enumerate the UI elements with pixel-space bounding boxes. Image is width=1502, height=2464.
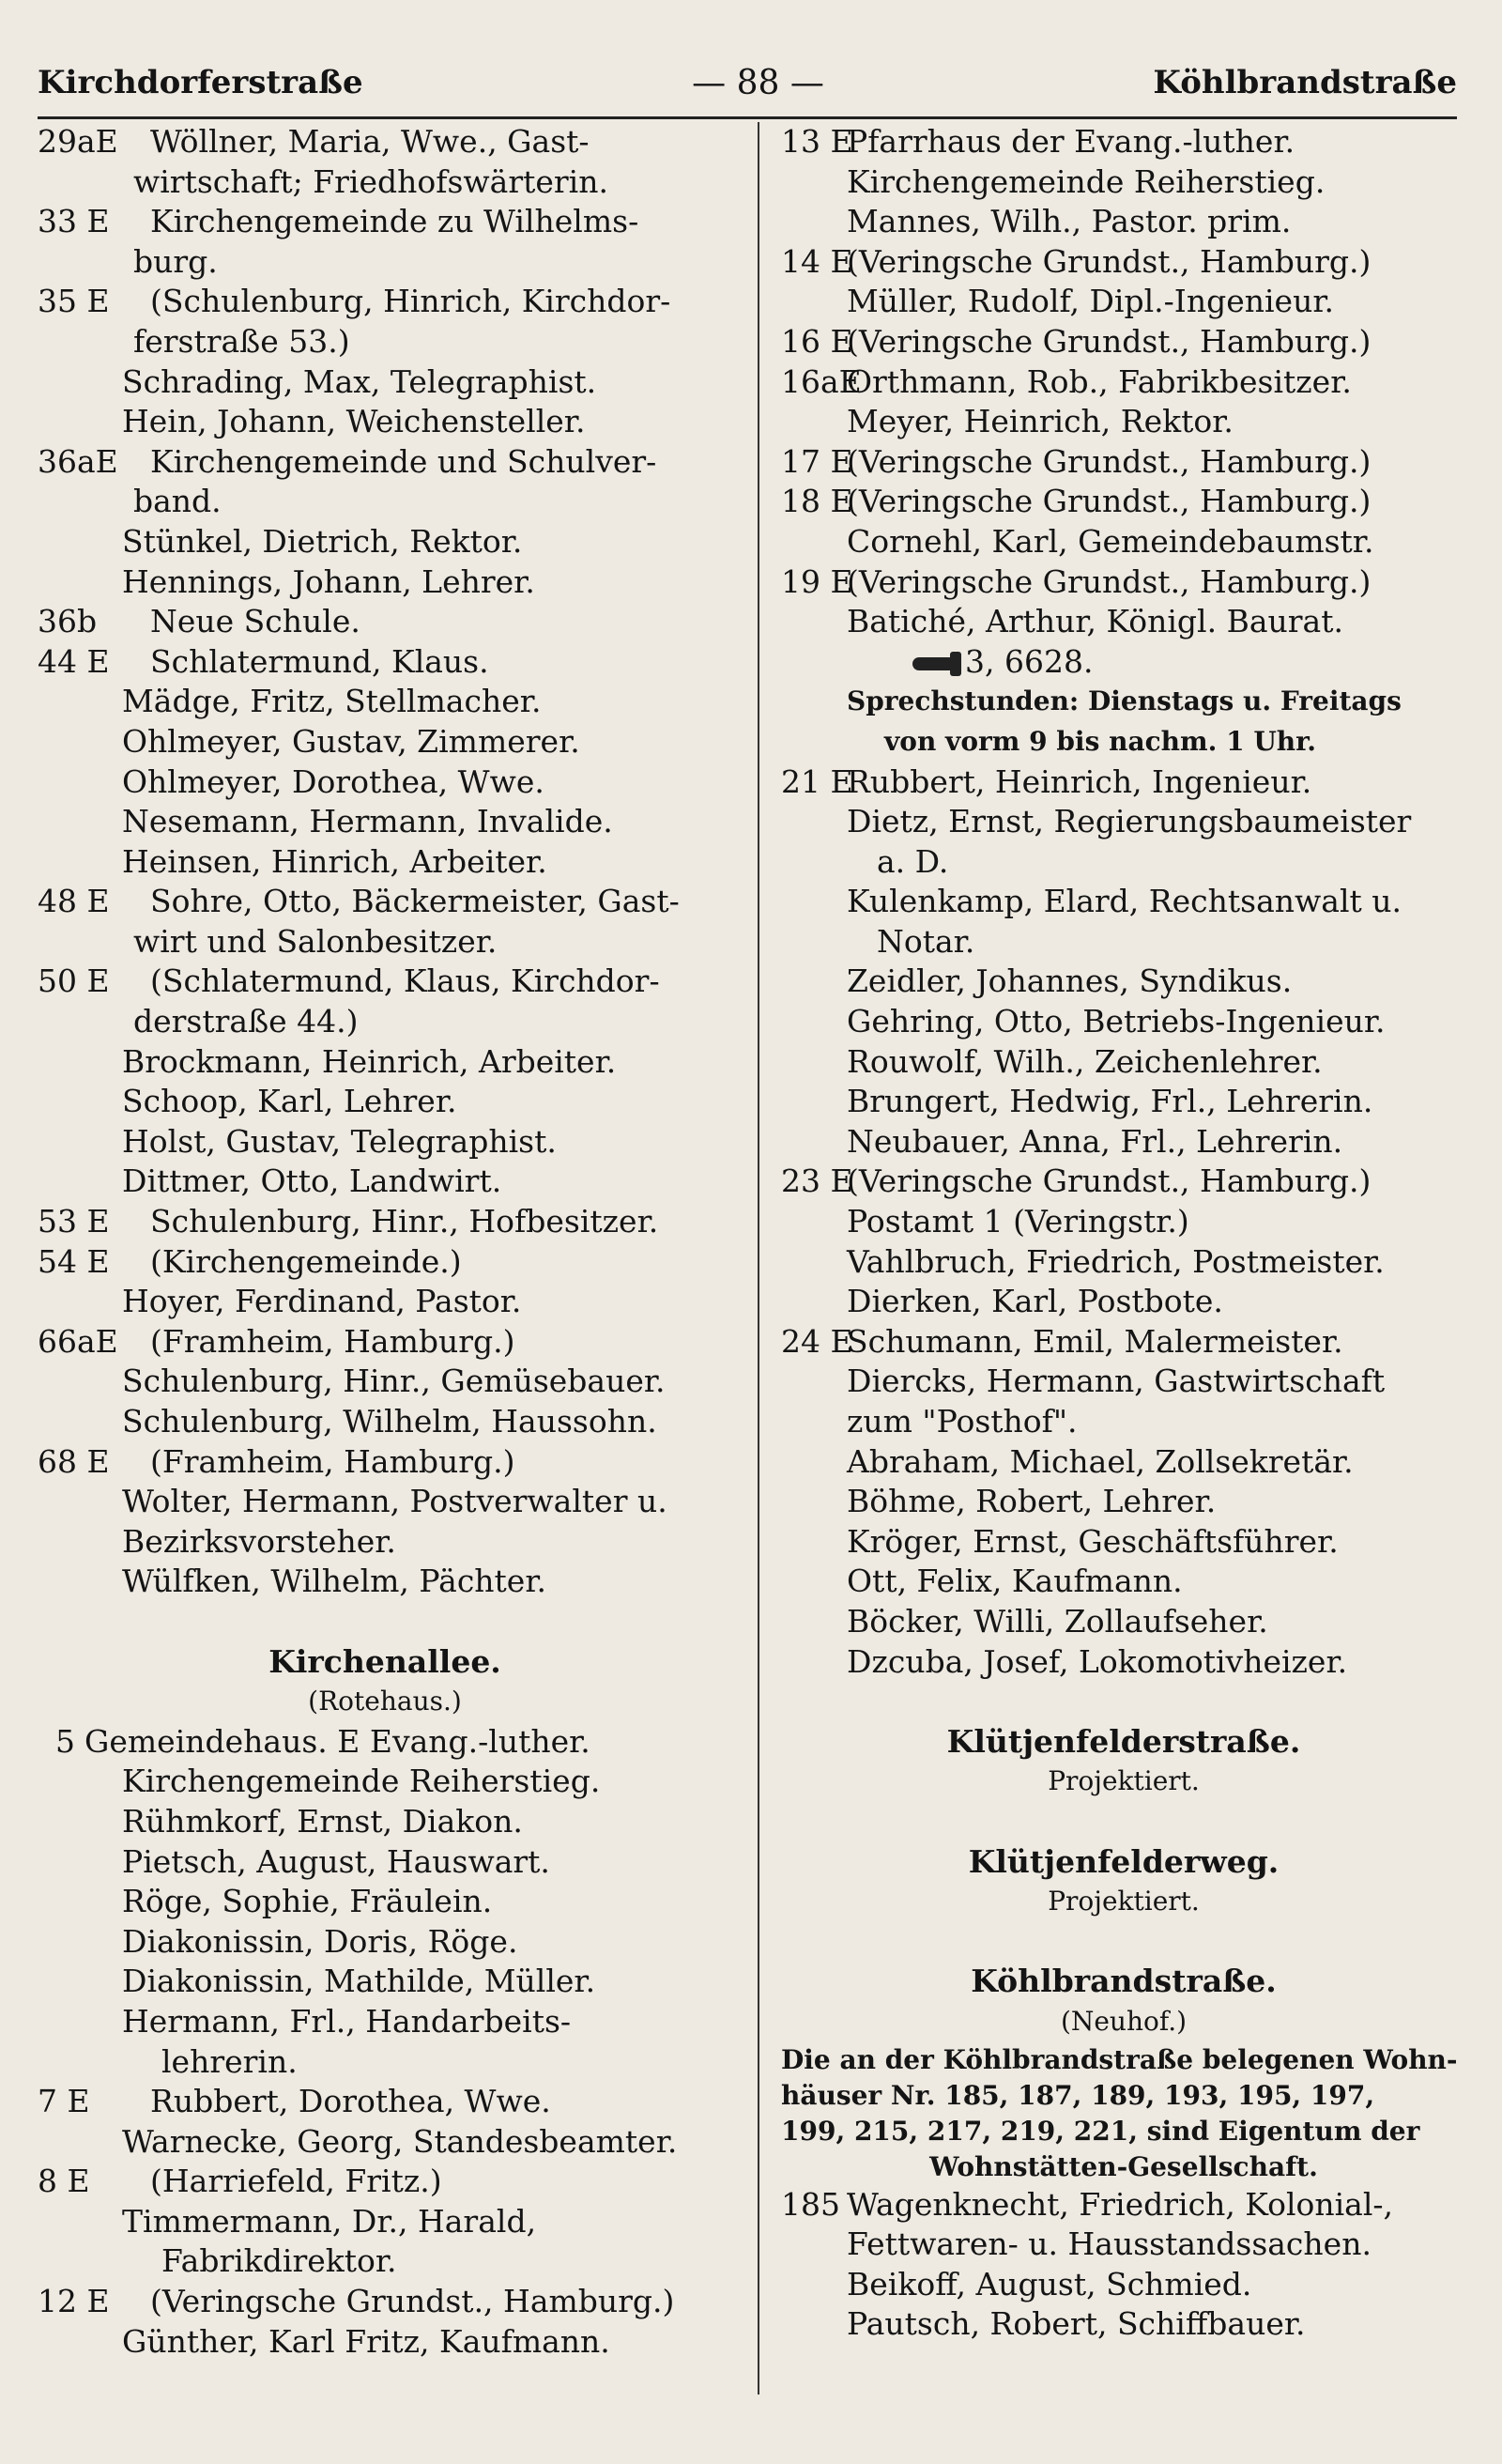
street-heading [781, 1722, 1466, 1763]
resident-line [38, 1802, 732, 1842]
entry-continuation [38, 162, 732, 203]
resident-line [38, 682, 732, 722]
house-number: 8 E [38, 2163, 90, 2200]
resident-text: Wolter, Hermann, Postverwalter u. [122, 1483, 667, 1520]
resident-line [38, 2322, 732, 2363]
entry-text: (Veringsche Grundst., Hamburg.) [847, 483, 1372, 520]
ownership-notice [781, 2042, 1466, 2078]
resident-line [781, 522, 1466, 562]
resident-line [38, 842, 732, 883]
entry-continuation [781, 922, 1466, 962]
continuation-text: band. [133, 483, 222, 520]
office-hours-text: Sprechstunden: Dienstags u. Freitags [847, 685, 1402, 717]
house-number: 36aE [38, 442, 118, 480]
resident-line [781, 282, 1466, 322]
resident-text: Kröger, Ernst, Geschäftsführer. [847, 1522, 1339, 1560]
resident-line [781, 802, 1466, 842]
resident-text: Stünkel, Dietrich, Rektor. [122, 522, 523, 560]
house-number: 7 E [38, 2083, 90, 2120]
street-note: (Neuhof.) [1060, 2005, 1188, 2037]
directory-entry [781, 1162, 1466, 1202]
resident-line [781, 202, 1466, 242]
resident-text: Dzcuba, Josef, Lokomotivheizer. [847, 1642, 1348, 1680]
phone-number: 3, 6628. [965, 642, 1094, 680]
resident-line [781, 962, 1466, 1002]
continuation-text: Fettwaren- u. Hausstandssachen. [847, 2225, 1372, 2263]
street-subheading [38, 1682, 732, 1722]
directory-entry [781, 322, 1466, 362]
street-note: Projektiert. [1048, 1886, 1200, 1917]
house-number: 21 E [781, 762, 853, 800]
resident-line [781, 1442, 1466, 1483]
directory-entry [38, 1442, 732, 1483]
entry-continuation [781, 842, 1466, 883]
entry-continuation [38, 242, 732, 283]
directory-entry [781, 242, 1466, 283]
resident-line [781, 1522, 1466, 1563]
continuation-text: lehrerin. [161, 2042, 298, 2080]
resident-text: Postamt 1 (Veringstr.) [847, 1203, 1189, 1240]
resident-text: Timmermann, Dr., Harald, [122, 2202, 537, 2240]
directory-entry [781, 442, 1466, 483]
directory-entry [38, 282, 732, 322]
entry-text: Schlatermund, Klaus. [150, 642, 489, 680]
entry-text: (Veringsche Grundst., Hamburg.) [150, 2283, 675, 2320]
entry-text: Schumann, Emil, Malermeister. [847, 1322, 1343, 1360]
resident-text: Holst, Gustav, Telegraphist. [122, 1122, 557, 1160]
directory-entry [781, 122, 1466, 162]
entry-continuation [38, 482, 732, 522]
directory-entry [781, 562, 1466, 603]
entry-text: (Schlatermund, Klaus, Kirchdor- [150, 962, 660, 1000]
resident-line [38, 1402, 732, 1442]
house-number: 23 E [781, 1163, 853, 1200]
resident-text: Neubauer, Anna, Frl., Lehrerin. [847, 1122, 1343, 1160]
resident-text: Hoyer, Ferdinand, Pastor. [122, 1283, 522, 1320]
resident-text: Röge, Sophie, Fräulein. [122, 1883, 493, 1920]
house-number: 16 E [781, 322, 853, 360]
resident-line [781, 1602, 1466, 1642]
resident-text: Mannes, Wilh., Pastor. prim. [847, 203, 1292, 240]
entry-continuation [781, 162, 1466, 203]
directory-entry [38, 1322, 732, 1363]
resident-text: Ohlmeyer, Gustav, Zimmerer. [122, 722, 580, 760]
entry-text: (Framheim, Hamburg.) [150, 1322, 515, 1360]
resident-line [38, 1882, 732, 1922]
street-name: Klütjenfelderstraße. [946, 1722, 1301, 1760]
notice-text: 199, 215, 217, 219, 221, sind Eigentum der [781, 2115, 1420, 2147]
resident-line [38, 1482, 732, 1522]
resident-text: Günther, Karl Fritz, Kaufmann. [122, 2322, 610, 2360]
directory-entry [38, 1722, 732, 1763]
resident-text: Wülfken, Wilhelm, Pächter. [122, 1563, 546, 1600]
resident-text: Brockmann, Heinrich, Arbeiter. [122, 1042, 617, 1080]
entry-text: Orthmann, Rob., Fabrikbesitzer. [847, 362, 1352, 400]
left-column [38, 122, 732, 2362]
continuation-text: wirt und Salonbesitzer. [133, 922, 498, 960]
resident-text: Diakonissin, Doris, Röge. [122, 1922, 518, 1960]
resident-line [781, 1562, 1466, 1602]
resident-line [38, 402, 732, 442]
resident-line [38, 1282, 732, 1322]
house-number: 35 E [38, 283, 110, 320]
office-hours [781, 682, 1466, 722]
notice-text: Die an der Köhlbrandstraße belegenen Wohn- [781, 2043, 1458, 2075]
resident-text: Müller, Rudolf, Dipl.-Ingenieur. [847, 283, 1334, 320]
continuation-text: Fabrikdirektor. [161, 2242, 397, 2280]
header-right-street: Köhlbrandstraße [1153, 64, 1457, 101]
house-number: 5 [55, 1722, 75, 1760]
resident-text: Abraham, Michael, Zollsekretär. [847, 1442, 1354, 1480]
house-number: 17 E [781, 442, 853, 480]
directory-entry [38, 882, 732, 922]
resident-line [38, 1562, 732, 1602]
continuation-text: ferstraße 53.) [133, 322, 350, 360]
spacer [781, 1802, 1466, 1842]
house-number: 185 [781, 2185, 840, 2223]
resident-text: Zeidler, Johannes, Syndikus. [847, 962, 1293, 1000]
street-name: Kirchenallee. [268, 1642, 501, 1680]
street-subheading [781, 1882, 1466, 1922]
resident-line [38, 1362, 732, 1402]
resident-line [38, 1522, 732, 1563]
resident-text: Pautsch, Robert, Schiffbauer. [847, 2305, 1306, 2343]
resident-text: Rühmkorf, Ernst, Diakon. [122, 1802, 523, 1840]
entry-continuation [38, 1002, 732, 1042]
entry-continuation [38, 322, 732, 362]
header-left-street: Kirchdorferstraße [38, 64, 363, 101]
resident-text: Dittmer, Otto, Landwirt. [122, 1163, 502, 1200]
entry-continuation [38, 922, 732, 962]
resident-text: Bezirksvorsteher. [122, 1522, 396, 1560]
entry-text: Pfarrhaus der Evang.-luther. [847, 123, 1295, 160]
resident-text: zum "Posthof". [847, 1403, 1078, 1440]
resident-line [781, 882, 1466, 922]
entry-text: (Veringsche Grundst., Hamburg.) [847, 562, 1372, 600]
street-name: Köhlbrandstraße. [971, 1963, 1277, 2000]
street-note: (Rotehaus.) [308, 1686, 462, 1717]
house-number: 54 E [38, 1242, 110, 1280]
directory-entry [38, 2282, 732, 2322]
entry-text: (Schulenburg, Hinrich, Kirchdor- [150, 283, 671, 320]
resident-text: Pietsch, August, Hauswart. [122, 1842, 550, 1880]
resident-text: Mädge, Fritz, Stellmacher. [122, 683, 542, 720]
house-number: 14 E [781, 242, 853, 280]
resident-line [38, 1962, 732, 2002]
resident-text: Beikoff, August, Schmied. [847, 2265, 1252, 2302]
street-name: Klütjenfelderweg. [968, 1842, 1280, 1880]
resident-line [38, 522, 732, 562]
resident-text: Schulenburg, Wilhelm, Haussohn. [122, 1403, 657, 1440]
entry-text: Schulenburg, Hinr., Hofbesitzer. [150, 1203, 659, 1240]
entry-text: (Framheim, Hamburg.) [150, 1442, 515, 1480]
resident-text: Rouwolf, Wilh., Zeichenlehrer. [847, 1042, 1323, 1080]
entry-text: (Kirchengemeinde.) [150, 1242, 462, 1280]
right-column [781, 122, 1466, 2345]
resident-text: Dierken, Karl, Postbote. [847, 1283, 1223, 1320]
resident-text: Ohlmeyer, Dorothea, Wwe. [122, 762, 544, 800]
resident-line [781, 1642, 1466, 1683]
resident-line [38, 1842, 732, 1883]
resident-text: Dietz, Ernst, Regierungsbaumeister [847, 803, 1412, 840]
entry-text: Rubbert, Dorothea, Wwe. [150, 2083, 551, 2120]
resident-line [781, 1242, 1466, 1283]
directory-entry [781, 2185, 1466, 2225]
house-number: 16aE [781, 362, 862, 400]
house-number: 24 E [781, 1322, 853, 1360]
house-number: 68 E [38, 1442, 110, 1480]
resident-line [38, 1122, 732, 1163]
resident-line [38, 762, 732, 803]
resident-text: Ott, Felix, Kaufmann. [847, 1563, 1183, 1600]
resident-line [781, 1082, 1466, 1122]
entry-text: (Veringsche Grundst., Hamburg.) [847, 322, 1372, 360]
resident-line [38, 1042, 732, 1083]
resident-line [38, 2202, 732, 2242]
resident-line [781, 402, 1466, 442]
house-number: 13 E [781, 123, 853, 160]
entry-text: Gemeindehaus. E Evang.-luther. [84, 1722, 590, 1760]
resident-line [38, 722, 732, 762]
resident-line [38, 802, 732, 842]
continuation-text: burg. [133, 242, 218, 280]
continuation-text: wirtschaft; Friedhofswärterin. [133, 162, 608, 200]
continuation-text: Notar. [877, 922, 975, 960]
directory-entry [781, 1322, 1466, 1363]
entry-text: Kirchengemeinde zu Wilhelms- [150, 203, 639, 240]
resident-text: Diercks, Hermann, Gastwirtschaft [847, 1363, 1386, 1400]
resident-text: Gehring, Otto, Betriebs-Ingenieur. [847, 1003, 1386, 1040]
directory-entry [781, 482, 1466, 522]
spacer [781, 1922, 1466, 1963]
continuation-text: derstraße 44.) [133, 1003, 359, 1040]
notice-text: häuser Nr. 185, 187, 189, 193, 195, 197, [781, 2079, 1375, 2111]
house-number: 33 E [38, 203, 110, 240]
resident-text: Kulenkamp, Elard, Rechtsanwalt u. [847, 883, 1402, 920]
resident-line [38, 1922, 732, 1963]
resident-line [781, 1202, 1466, 1242]
spacer [781, 1682, 1466, 1722]
resident-line [781, 602, 1466, 642]
street-subheading [781, 1762, 1466, 1802]
directory-entry [38, 202, 732, 242]
resident-text: Böcker, Willi, Zollaufseher. [847, 1602, 1268, 1640]
house-number: 36b [38, 603, 98, 640]
directory-entry [781, 362, 1466, 403]
ownership-notice [781, 2149, 1466, 2185]
resident-text: Schoop, Karl, Lehrer. [122, 1083, 457, 1120]
resident-line [781, 1122, 1466, 1163]
resident-line [781, 1362, 1466, 1402]
column-divider [758, 122, 759, 2395]
entry-text: Wöllner, Maria, Wwe., Gast- [150, 123, 590, 160]
directory-entry [38, 1202, 732, 1242]
resident-text: Diakonissin, Mathilde, Müller. [122, 1963, 596, 2000]
resident-line [781, 1042, 1466, 1083]
entry-text: Kirchengemeinde und Schulver- [150, 442, 657, 480]
entry-text: Neue Schule. [150, 603, 360, 640]
house-number: 29aE [38, 123, 118, 160]
house-number: 48 E [38, 883, 110, 920]
directory-entry [38, 962, 732, 1002]
resident-line [781, 1402, 1466, 1442]
entry-text: (Veringsche Grundst., Hamburg.) [847, 242, 1372, 280]
resident-line [781, 1002, 1466, 1042]
ownership-notice [781, 2114, 1466, 2149]
resident-line [781, 1282, 1466, 1322]
resident-line [38, 1762, 732, 1802]
resident-text: Meyer, Heinrich, Rektor. [847, 403, 1234, 440]
continuation-text: Kirchengemeinde Reiherstieg. [847, 162, 1326, 200]
notice-text: Wohnstätten-Gesellschaft. [929, 2150, 1318, 2182]
telephone-icon [912, 657, 956, 670]
directory-entry [38, 442, 732, 483]
entry-text: Wagenknecht, Friedrich, Kolonial-, [847, 2185, 1394, 2223]
resident-text: Hermann, Frl., Handarbeits- [122, 2002, 572, 2040]
resident-text: Kirchengemeinde Reiherstieg. [122, 1763, 601, 1800]
house-number: 18 E [781, 483, 853, 520]
house-number: 12 E [38, 2283, 110, 2320]
entry-continuation [38, 2042, 732, 2083]
street-subheading [781, 2002, 1466, 2042]
entry-text: (Veringsche Grundst., Hamburg.) [847, 1163, 1372, 1200]
header-rule [38, 116, 1457, 119]
entry-text: (Harriefeld, Fritz.) [150, 2163, 442, 2200]
house-number: 53 E [38, 1203, 110, 1240]
continuation-text: a. D. [877, 842, 949, 880]
entry-text: Sohre, Otto, Bäckermeister, Gast- [150, 883, 680, 920]
resident-line [38, 1162, 732, 1202]
resident-text: Schulenburg, Hinr., Gemüsebauer. [122, 1363, 666, 1400]
street-note: Projektiert. [1048, 1765, 1200, 1797]
directory-entry [38, 642, 732, 683]
resident-text: Vahlbruch, Friedrich, Postmeister. [847, 1242, 1385, 1280]
office-hours [781, 722, 1466, 762]
house-number: 66aE [38, 1322, 118, 1360]
house-number: 19 E [781, 562, 853, 600]
resident-text: Böhme, Robert, Lehrer. [847, 1483, 1217, 1520]
entry-continuation [781, 2225, 1466, 2265]
phone-line [781, 642, 1466, 683]
entry-continuation [38, 2241, 732, 2282]
house-number: 44 E [38, 642, 110, 680]
resident-text: Hennings, Johann, Lehrer. [122, 562, 535, 600]
resident-text: Schrading, Max, Telegraphist. [122, 362, 597, 400]
spacer [38, 1602, 732, 1642]
resident-line [781, 1482, 1466, 1522]
resident-line [38, 362, 732, 403]
office-hours-text: von vorm 9 bis nachm. 1 Uhr. [884, 725, 1317, 757]
page-header [38, 56, 1457, 109]
resident-line [781, 2304, 1466, 2345]
directory-entry [38, 602, 732, 642]
resident-line [38, 1082, 732, 1122]
ownership-notice [781, 2078, 1466, 2114]
directory-entry [38, 1242, 732, 1283]
resident-line [781, 2265, 1466, 2305]
directory-entry [38, 2162, 732, 2202]
resident-line [38, 2002, 732, 2042]
resident-line [38, 2122, 732, 2163]
resident-text: Nesemann, Hermann, Invalide. [122, 803, 613, 840]
street-heading [38, 1642, 732, 1683]
directory-entry [38, 122, 732, 162]
resident-text: Warnecke, Georg, Standesbeamter. [122, 2122, 678, 2160]
entry-text: Rubbert, Heinrich, Ingenieur. [847, 762, 1312, 800]
resident-line [38, 562, 732, 603]
house-number: 50 E [38, 962, 110, 1000]
resident-text: Hein, Johann, Weichensteller. [122, 403, 586, 440]
entry-text: (Veringsche Grundst., Hamburg.) [847, 442, 1372, 480]
street-heading [781, 1962, 1466, 2002]
resident-text: Batiché, Arthur, Königl. Baurat. [847, 603, 1343, 640]
resident-text: Heinsen, Hinrich, Arbeiter. [122, 842, 547, 880]
street-heading [781, 1842, 1466, 1883]
page-number: — 88 — [692, 63, 824, 102]
directory-entry [781, 762, 1466, 803]
resident-text: Cornehl, Karl, Gemeindebaumstr. [847, 522, 1374, 560]
directory-entry [38, 2082, 732, 2122]
resident-text: Brungert, Hedwig, Frl., Lehrerin. [847, 1083, 1373, 1120]
